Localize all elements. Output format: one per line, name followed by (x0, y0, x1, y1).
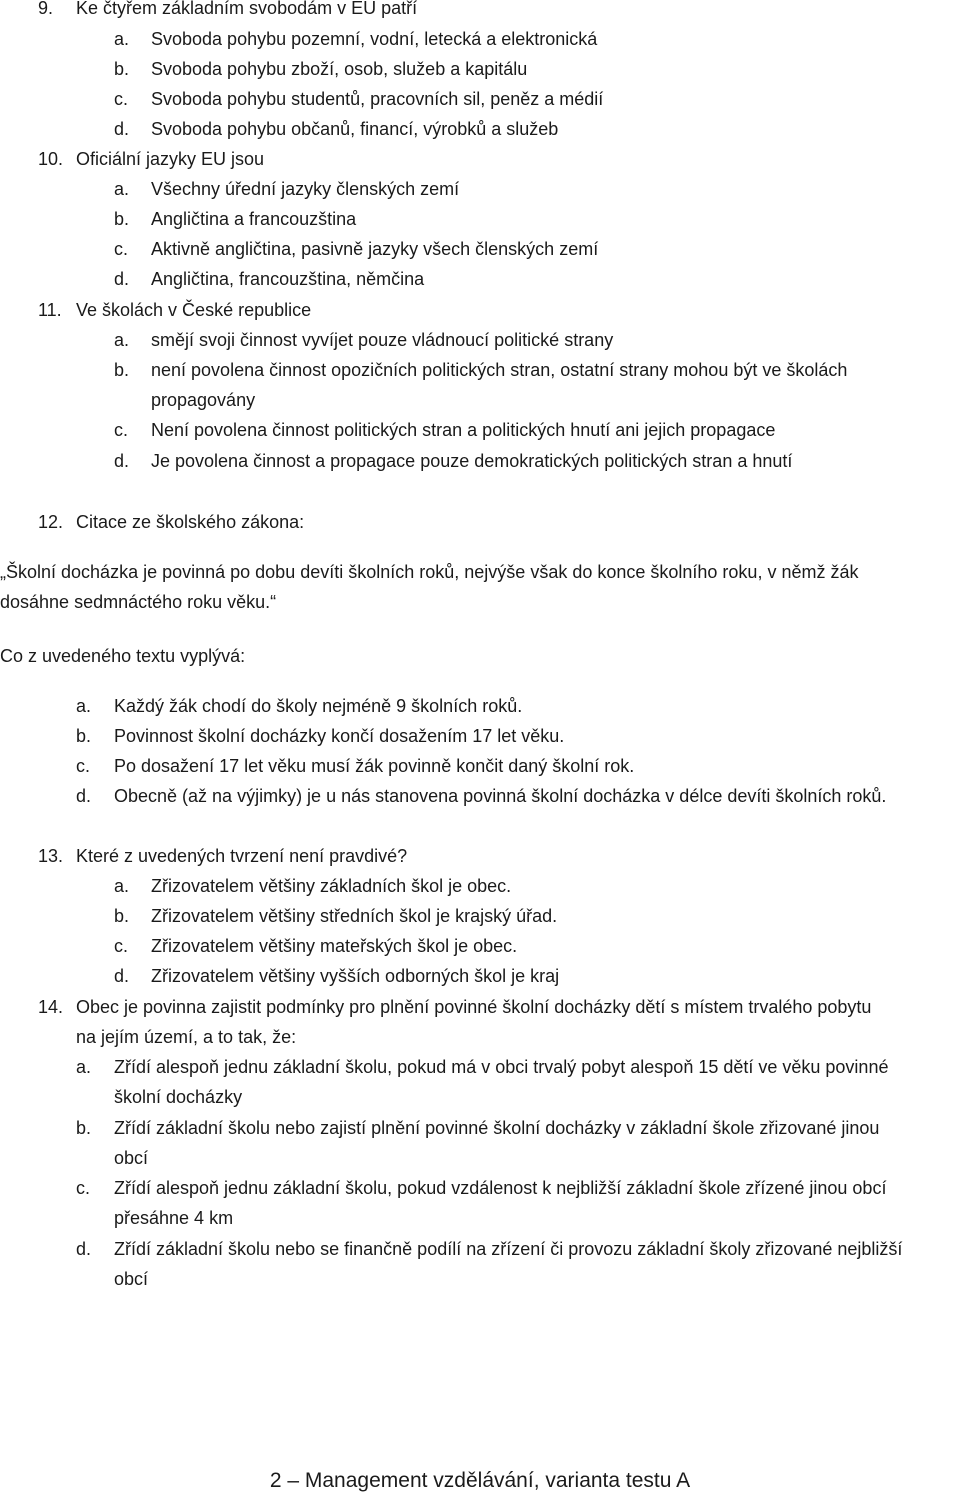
question-14-text: Obec je povinna zajistit podmínky pro plnění povinné školní docházky dětí s místem trvalého pobytu (76, 997, 872, 1017)
option-letter: c. (114, 936, 129, 956)
option-text: Zřizovatelem většiny základních škol je obec. (151, 876, 512, 896)
option-letter: a. (76, 696, 92, 716)
option-text: Aktivně angličtina, pasivně jazyky všech členských zemí (151, 239, 599, 259)
option-text: Zřídí základní školu nebo se finančně podílí na zřízení či provozu základní školy zřizované nejbližší (114, 1239, 903, 1259)
option-letter: c. (114, 89, 129, 109)
option-text: Každý žák chodí do školy nejméně 9 školních roků. (114, 696, 523, 716)
option-letter: a. (114, 179, 130, 199)
option-letter: c. (114, 239, 129, 259)
option-letter: a. (76, 1057, 92, 1077)
option-text-continued: propagovány (151, 390, 256, 410)
question-14-text-continued: na jejím území, a to tak, že: (76, 1027, 297, 1047)
option-text: Po dosažení 17 let věku musí žák povinně končit daný školní rok. (114, 756, 635, 776)
option-text: není povolena činnost opozičních politických stran, ostatní strany mohou být ve školách (151, 360, 848, 380)
option-letter: a. (114, 876, 130, 896)
option-text: Povinnost školní docházky končí dosažením 17 let věku. (114, 726, 565, 746)
question-number: 14. (38, 997, 64, 1017)
option-text: Není povolena činnost politických stran a politických hnutí ani jejich propagace (151, 420, 776, 440)
option-text: smějí svoji činnost vyvíjet pouze vládnoucí politické strany (151, 330, 614, 350)
option-letter: b. (114, 59, 130, 79)
question-prompt: Co z uvedeného textu vyplývá: (0, 646, 246, 666)
option-text: Všechny úřední jazyky členských zemí (151, 179, 460, 199)
question-number: 9. (38, 0, 54, 18)
option-letter: c. (114, 420, 129, 440)
option-text: Zřídí základní školu nebo zajistí plnění povinné školní docházky v základní škole zřizované jinou (114, 1118, 880, 1138)
option-text: Zřídí alespoň jednu základní školu, pokud vzdálenost k nejbližší základní škole zřízené jinou obcí (114, 1178, 887, 1198)
option-letter: d. (76, 1239, 92, 1259)
option-text: Svoboda pohybu zboží, osob, služeb a kapitálu (151, 59, 528, 79)
option-text: Obecně (až na výjimky) je u nás stanovena povinná školní docházka v délce devíti školních roků. (114, 786, 887, 806)
option-letter: c. (76, 756, 91, 776)
question-11-text: Ve školách v České republice (76, 300, 312, 320)
question-12-text: Citace ze školského zákona: (76, 512, 305, 532)
option-letter: a. (114, 330, 130, 350)
option-letter: c. (76, 1178, 91, 1198)
option-text: Zřizovatelem většiny mateřských škol je obec. (151, 936, 518, 956)
option-letter: d. (114, 269, 130, 289)
option-letter: d. (76, 786, 92, 806)
option-letter: b. (76, 1118, 92, 1138)
option-text: Svoboda pohybu občanů, financí, výrobků a služeb (151, 119, 559, 139)
question-10-text: Oficiální jazyky EU jsou (76, 149, 265, 169)
question-9 (38, 0, 53, 19)
option-text: Zřizovatelem většiny středních škol je krajský úřad. (151, 906, 558, 926)
option-text: Svoboda pohybu pozemní, vodní, letecká a elektronická (151, 29, 598, 49)
law-quote: „Školní docházka je povinná po dobu devíti školních roků, nejvýše však do konce školního roku, v němž žák (0, 562, 859, 582)
page-footer: 2 – Management vzdělávání, varianta testu A (269, 1469, 691, 1492)
option-text: Svoboda pohybu studentů, pracovních sil, peněz a médií (151, 89, 604, 109)
option-letter: b. (76, 726, 92, 746)
option-letter: b. (114, 209, 130, 229)
option-letter: a. (114, 29, 130, 49)
option-text: Angličtina a francouzština (151, 209, 357, 229)
question-number: 13. (38, 846, 64, 866)
option-letter: d. (114, 119, 130, 139)
option-text-continued: přesáhne 4 km (114, 1208, 234, 1228)
law-quote-continued: dosáhne sedmnáctého roku věku.“ (0, 592, 277, 612)
option-letter: d. (114, 966, 130, 986)
option-text: Angličtina, francouzština, němčina (151, 269, 425, 289)
option-letter: b. (114, 360, 130, 380)
option-letter: d. (114, 451, 130, 471)
question-9-text: Ke čtyřem základním svobodám v EU patří (76, 0, 418, 18)
option-letter: b. (114, 906, 130, 926)
option-text-continued: obcí (114, 1269, 149, 1289)
option-text-continued: školní docházky (114, 1087, 243, 1107)
question-number: 12. (38, 512, 64, 532)
option-text: Zřídí alespoň jednu základní školu, pokud má v obci trvalý pobyt alespoň 15 dětí ve věku povinné (114, 1057, 889, 1077)
option-text: Zřizovatelem většiny vyšších odborných škol je kraj (151, 966, 560, 986)
question-number: 10. (38, 149, 64, 169)
option-text: Je povolena činnost a propagace pouze demokratických politických stran a hnutí (151, 451, 793, 471)
question-number: 11. (38, 300, 62, 320)
option-text-continued: obcí (114, 1148, 149, 1168)
question-13-text: Které z uvedených tvrzení není pravdivé? (76, 846, 408, 866)
